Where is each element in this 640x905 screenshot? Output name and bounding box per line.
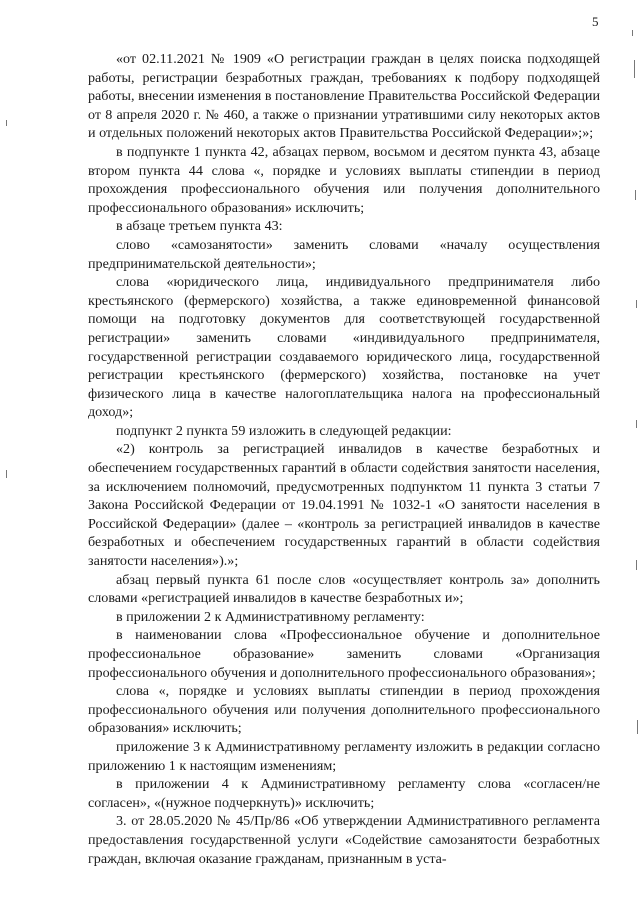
- document-body: [88, 50, 600, 868]
- margin-mark: [636, 420, 637, 428]
- paragraph: в подпункте 1 пункта 42, абзацах первом, восьмом и десятом пункта 43, абзаце втором пункта 44 слова «, порядке и условиях выплаты стипендии в период прохождения профессионального обучения или получения дополнительного профессионального образования» исключить;: [88, 143, 600, 216]
- margin-mark: [6, 120, 7, 126]
- paragraph: приложение 3 к Административному регламенту изложить в редакции согласно приложению 1 к настоящим изменениям;: [88, 738, 600, 774]
- margin-mark: [6, 470, 7, 478]
- paragraph: «2) контроль за регистрацией инвалидов в качестве безработных и обеспечением государственных гарантий в области содействия занятости населения, за исключением полномочий, предусмотренных подпунктом 11 пункта 3 статьи 7 Закона Российской Федерации от 19.04.1991 № 1032-1 «О занятости населения в Российской Федерации» (далее – «контроль за регистрацией инвалидов в качестве безработных и обеспечением государственных гарантий в области содействия занятости населения»).»;: [88, 441, 600, 570]
- paragraph: «от 02.11.2021 № 1909 «О регистрации граждан в целях поиска подходящей работы, регистрации безработных граждан, требованиях к подбору подходящей работы, внесении изменения в постановление Правительства Российской Федерации от 8 апреля 2020 г. № 460, а также о признании утратившими силу некоторых актов и отдельных положений некоторых актов Правительства Российской Федерации»;»;: [88, 51, 600, 142]
- paragraph: в приложении 2 к Административному регламенту:: [116, 608, 425, 625]
- paragraph: подпункт 2 пункта 59 изложить в следующей редакции:: [116, 422, 452, 439]
- margin-mark: [635, 190, 636, 200]
- page-number: 5: [592, 14, 599, 29]
- paragraph: в абзаце третьем пункта 43:: [116, 218, 283, 235]
- margin-mark: [634, 60, 635, 78]
- margin-mark: [636, 560, 637, 570]
- paragraph: 3. от 28.05.2020 № 45/Пр/86 «Об утверждении Административного регламента предоставления государственной услуги «Содействие самозанятости безработных граждан, включая оказание гражданам, признанным в уста-: [88, 813, 600, 867]
- paragraph: абзац первый пункта 61 после слов «осуществляет контроль за» дополнить словами «регистрацией инвалидов в качестве безработных и»;: [88, 571, 600, 607]
- paragraph: слова «, порядке и условиях выплаты стипендии в период прохождения профессионального обучения или получения дополнительного профессионального образования» исключить;: [88, 683, 600, 737]
- paragraph: в приложении 4 к Административному регламенту слова «согласен/не согласен», «(нужное подчеркнуть)» исключить;: [88, 776, 600, 811]
- margin-mark: [636, 300, 637, 308]
- margin-mark: [632, 30, 633, 36]
- margin-mark: [637, 720, 638, 734]
- paragraph: в наименовании слова «Профессиональное обучение и дополнительное профессиональное образование» заменить словами «Организация профессионального обучения и дополнительного профессионального образования»;: [88, 627, 600, 681]
- paragraph: слова «юридического лица, индивидуального предпринимателя либо крестьянского (фермерского) хозяйства, а также единовременной финансовой помощи на подготовку документов для соответствующей государственной регистрации» заменить словами «индивидуального предпринимателя, государственной регистрации создаваемого юридического лица, государственной регистрации крестьянского (фермерского) хозяйства, постановке на учет физического лица в качестве налогоплательщика налога на профессиональный доход»;: [88, 274, 600, 421]
- paragraph: слово «самозанятости» заменить словами «началу осуществления предпринимательской деятельности»;: [88, 236, 600, 272]
